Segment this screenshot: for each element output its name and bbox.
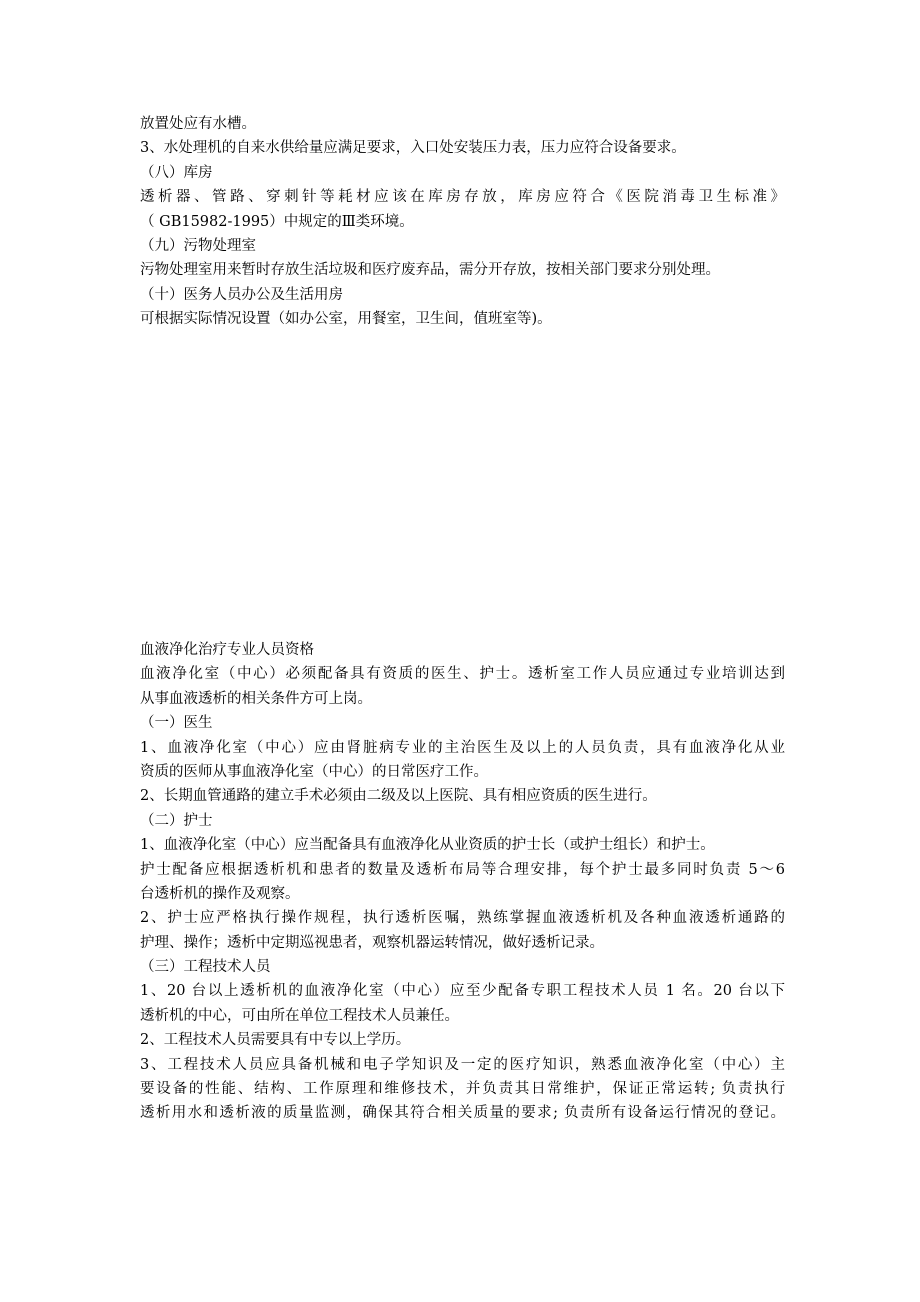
bottom-text-block <box>140 638 785 1126</box>
text-line: 放置处应有水槽。 <box>140 116 256 132</box>
text-line: 3、水处理机的自来水供给量应满足要求，入口处安装压力表，压力应符合设备要求。 <box>140 140 686 157</box>
section-heading: （一）医生 <box>140 715 213 732</box>
text-line: 2、工程技术人员需要具有中专以上学历。 <box>140 1032 411 1049</box>
text-line: 透析机的中心，可由所在单位工程技术人员兼任。 <box>140 1007 459 1024</box>
text-line: 护理、操作；透析中定期巡视患者，观察机器运转情况，做好透析记录。 <box>140 934 604 951</box>
section-heading: （九）污物处理室 <box>140 237 256 254</box>
text-line: （ GB15982-1995）中规定的Ⅲ类环境。 <box>140 213 414 230</box>
page-title: 血液净化治疗专业人员资格 <box>140 642 314 658</box>
text-line: 透析器、管路、穿刺针等耗材应该在库房存放，库房应符合《医院消毒卫生标准》 <box>140 189 785 206</box>
section-heading: （八）库房 <box>140 164 213 181</box>
text-line: 2、长期血管通路的建立手术必须由二级及以上医院、具有相应资质的医生进行。 <box>140 788 657 805</box>
section-heading: （二）护士 <box>140 812 213 829</box>
top-text-block <box>140 112 785 332</box>
text-line: 血液净化室（中心）必须配备具有资质的医生、护士。透析室工作人员应通过专业培训达到 <box>140 666 785 683</box>
text-line: 污物处理室用来暂时存放生活垃圾和医疗废弃品，需分开存放，按相关部门要求分别处理。 <box>140 262 720 279</box>
text-line: 要设备的性能、结构、工作原理和维修技术，并负责其日常维护，保证正常运转; 负责执行 <box>140 1081 785 1098</box>
text-line: 护士配备应根据透析机和患者的数量及透析布局等合理安排，每个护士最多同时负责 5～6 <box>140 861 785 878</box>
section-heading: （三）工程技术人员 <box>140 959 271 976</box>
text-line: 资质的医师从事血液净化室（中心）的日常医疗工作。 <box>140 763 488 780</box>
text-line: 透析用水和透析液的质量监测，确保其符合相关质量的要求; 负责所有设备运行情况的登记。 <box>140 1105 785 1122</box>
text-line: 1、血液净化室（中心）应由肾脏病专业的主治医生及以上的人员负责，具有血液净化从业 <box>140 739 785 756</box>
text-line: 台透析机的操作及观察。 <box>140 885 300 902</box>
text-line: 1、血液净化室（中心）应当配备具有血液净化从业资质的护士长（或护士组长）和护士。 <box>140 837 715 854</box>
text-line: 1、20 台以上透析机的血液净化室（中心）应至少配备专职工程技术人员 1 名。20 台以下 <box>140 983 785 1000</box>
text-line: 从事血液透析的相关条件方可上岗。 <box>140 690 372 707</box>
text-line: 2、护士应严格执行操作规程，执行透析医嘱，熟练掌握血液透析机及各种血液透析通路的 <box>140 910 785 927</box>
text-line: 3、工程技术人员应具备机械和电子学知识及一定的医疗知识，熟悉血液净化室（中心）主 <box>140 1056 785 1073</box>
text-line: 可根据实际情况设置（如办公室，用餐室，卫生间，值班室等)。 <box>140 311 552 328</box>
section-heading: （十）医务人员办公及生活用房 <box>140 286 343 303</box>
